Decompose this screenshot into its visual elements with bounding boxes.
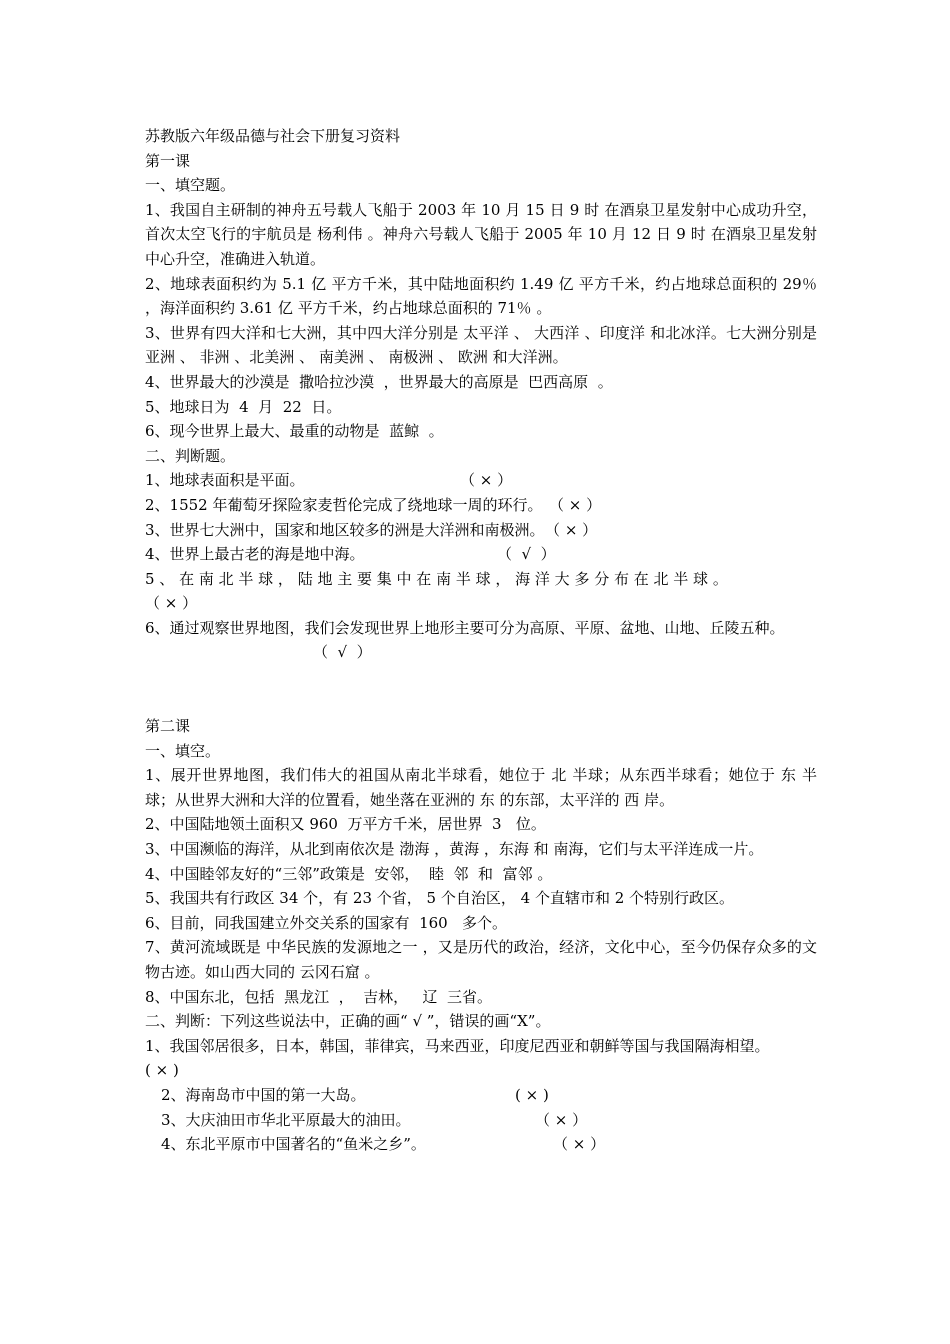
lesson1-judge-item-6-mark <box>145 640 817 665</box>
lesson1-fill-item-5: 5、地球日为 4 月 22 日。 <box>145 397 342 416</box>
judge-text: 2、1552 年葡萄牙探险家麦哲伦完成了绕地球一周的环行。 <box>145 495 543 514</box>
lesson2-fill-item-8: 8、中国东北，包括 黑龙江 ， 吉林， 辽 三省。 <box>145 987 492 1006</box>
lesson2-fill-item-5: 5、我国共有行政区 34 个，有 23 个省， 5 个自治区， 4 个直辖市和 2 个特别行政区。 <box>145 889 735 908</box>
lesson1-fill-item-3: 3、世界有四大洋和七大洲，其中四大洋分别是 太平洋 、 大西洋 、印度洋 和北冰洋。七大洲分别是 亚洲 、 非洲 、北美洲 、 南美洲 、 南极洲 、 欧洲 和大洋洲。 <box>145 323 817 367</box>
lesson2-heading: 第二课 <box>145 717 191 736</box>
lesson1-fill-item-6: 6、现今世界上最大、最重的动物是 蓝鲸 。 <box>145 422 444 441</box>
lesson2-fill-heading: 一、填空。 <box>145 741 221 760</box>
judge-text: 3、世界七大洲中，国家和地区较多的洲是大洋洲和南极洲。 <box>145 520 545 539</box>
lesson2-fill-item-4: 4、中国睦邻友好的“三邻”政策是 安邻， 睦 邻 和 富邻 。 <box>145 864 553 883</box>
lesson1-judge-heading: 二、判断题。 <box>145 446 236 465</box>
judge-text: 1、地球表面积是平面。 <box>145 471 305 490</box>
section-gap <box>145 665 817 714</box>
lesson1-fill-item-2: 2、地球表面积约为 5.1 亿 平方千米，其中陆地面积约 1.49 亿 平方千米，约占地球总面积的 29％ ，海洋面积约 3.61 亿 平方千米，约占地球总面积的 71％ 。 <box>145 274 817 318</box>
lesson1-judge-item-5-mark: （ × ） <box>145 594 198 613</box>
judge-mark: ( × ) <box>515 1085 549 1104</box>
lesson2-fill-item-3: 3、中国濒临的海洋，从北到南依次是 渤海 ，黄海 ，东海 和 南海，它们与太平洋连成一片。 <box>145 840 764 859</box>
lesson1-judge-item-2 <box>145 493 817 518</box>
lesson2-judge-item-1-mark: ( × ) <box>145 1061 179 1080</box>
document-title: 苏教版六年级品德与社会下册复习资料 <box>145 127 401 145</box>
document-page <box>145 124 817 1157</box>
lesson2-fill-item-2: 2、中国陆地领土面积又 960 万平方千米，居世界 3 位。 <box>145 815 546 834</box>
lesson2-fill-item-7: 7、黄河流域既是 中华民族的发源地之一 ，又是历代的政治，经济，文化中心，至今仍保存众多的文物古迹。如山西大同的 云冈石窟 。 <box>145 938 817 981</box>
lesson2-judge-item-1: 1、我国邻居很多，日本，韩国，菲律宾，马来西亚，印度尼西亚和朝鲜等国与我国隔海相望。 <box>145 1036 770 1055</box>
judge-mark: （ × ） <box>553 1135 606 1154</box>
judge-mark: （ × ） <box>460 471 513 490</box>
lesson1-fill-item-1: 1、我国自主研制的神舟五号载人飞船于 2003 年 10 月 15 日 9 时 在酒泉卫星发射中心成功升空，首次太空飞行的宇航员是 杨利伟 。神舟六号载人飞船于 2005 年 10 月 12 日 9 时 在酒泉卫星发射中心升空，准确进入轨道。 <box>145 200 817 268</box>
lesson1-judge-item-1 <box>145 468 817 493</box>
judge-text: 2、海南岛市中国的第一大岛。 <box>161 1085 366 1104</box>
lesson1-judge-item-4 <box>145 542 817 567</box>
judge-text: 4、东北平原市中国著名的“鱼米之乡”。 <box>161 1135 426 1154</box>
lesson1-judge-item-5: 5 、 在 南 北 半 球 ， 陆 地 主 要 集 中 在 南 半 球 ， 海 洋 大 多 分 布 在 北 半 球 。 <box>145 569 728 588</box>
lesson2-judge-item-4 <box>145 1132 817 1157</box>
judge-mark: （ √ ） <box>497 545 556 564</box>
lesson1-heading: 第一课 <box>145 151 191 170</box>
lesson2-fill-item-6: 6、目前，同我国建立外交关系的国家有 160 多个。 <box>145 913 508 932</box>
judge-text: 4、世界上最古老的海是地中海。 <box>145 545 365 564</box>
lesson1-fill-heading: 一、填空题。 <box>145 176 236 195</box>
judge-mark: （ × ） <box>556 495 602 514</box>
lesson2-judge-item-3 <box>145 1108 817 1133</box>
judge-mark: （ × ） <box>535 1110 588 1129</box>
judge-mark: （ × ） <box>552 520 598 539</box>
lesson1-judge-item-3 <box>145 518 817 543</box>
judge-mark: （ √ ） <box>313 643 372 662</box>
lesson2-judge-heading: 二、判断：下列这些说法中，正确的画“ √ ”，错误的画“X”。 <box>145 1012 551 1031</box>
judge-text: 3、大庆油田市华北平原最大的油田。 <box>161 1110 411 1129</box>
lesson1-judge-item-6: 6、通过观察世界地图，我们会发现世界上地形主要可分为高原、平原、盆地、山地、丘陵五种。 <box>145 618 785 637</box>
lesson1-fill-item-4: 4、世界最大的沙漠是 撒哈拉沙漠 ，世界最大的高原是 巴西高原 。 <box>145 372 613 391</box>
lesson2-fill-item-1: 1、展开世界地图，我们伟大的祖国从南北半球看，她位于 北 半球；从东西半球看；她位于 东 半球；从世界大洲和大洋的位置看，她坐落在亚洲的 东 的东部，太平洋的 西 岸。 <box>145 766 817 809</box>
lesson2-judge-item-2 <box>145 1083 817 1108</box>
